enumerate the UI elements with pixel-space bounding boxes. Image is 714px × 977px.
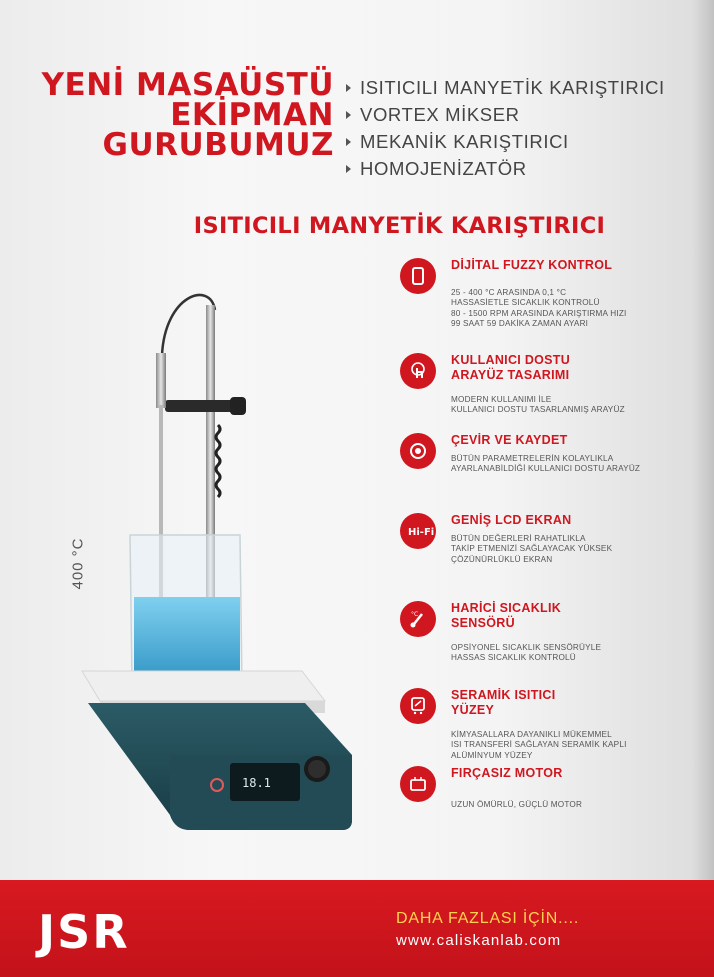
feature-title: ÇEVİR VE KAYDET (451, 433, 568, 447)
section-title: ISITICILI MANYETİK KARIŞTIRICI (193, 213, 606, 239)
feature-description-line: 80 - 1500 RPM ARASINDA KARIŞTIRMA HIZI (451, 308, 627, 318)
arrow-right-icon (346, 165, 351, 173)
svg-text:Hi-Fi: Hi-Fi (408, 527, 435, 538)
feature-description-line: UZUN ÖMÜRLÜ, GÜÇLÜ MOTOR (451, 800, 583, 809)
touch-hand-icon (400, 353, 436, 389)
svg-text:°C: °C (411, 611, 419, 618)
header-title-line: EKİPMAN (170, 97, 334, 133)
product-list-item (346, 101, 665, 128)
footer-banner (0, 880, 714, 977)
product-list-item (346, 74, 665, 101)
feature-description (451, 454, 701, 475)
product-list-label: VORTEX MİKSER (360, 103, 520, 125)
feature-title: HARİCİ SICAKLIK SENSÖRÜ (451, 601, 562, 630)
ceramic-heater-icon (400, 688, 436, 724)
feature-description (451, 643, 701, 664)
temperature-label: 400 °C (69, 537, 87, 590)
product-list-item (346, 128, 665, 155)
digital-display-icon (400, 258, 436, 294)
magnetic-stirrer-illustration (70, 285, 370, 845)
feature-description-line: 25 - 400 °C ARASINDA 0,1 °C (451, 288, 567, 297)
dial-knob-icon (400, 433, 436, 469)
feature-description-line: HASSAS SICAKLIK KONTROLÜ (451, 653, 576, 663)
temperature-sensor-icon (400, 601, 436, 637)
header-title-line: YENİ MASAÜSTÜ (41, 67, 334, 103)
feature-description-line: HASSASİETLE SICAKLIK KONTROLÜ (451, 298, 600, 308)
website-link[interactable]: www.caliskanlab.com (396, 932, 562, 949)
device-display-value: 18.1 (242, 776, 271, 790)
product-list-label: ISITICILI MANYETİK KARIŞTIRICI (360, 76, 665, 98)
product-list-item (346, 155, 665, 182)
arrow-right-icon (346, 111, 351, 119)
feature-description (451, 288, 701, 329)
feature-description-line: TAKİP ETMENİZİ SAĞLAYACAK YÜKSEK (451, 544, 613, 554)
feature-description (451, 730, 701, 761)
feature-title: KULLANICI DOSTU ARAYÜZ TASARIMI (451, 353, 571, 382)
product-list-label: MEKANİK KARIŞTIRICI (360, 130, 569, 152)
product-list-label: HOMOJENİZATÖR (360, 157, 527, 179)
header-title-line: GURUBUMUZ (102, 127, 334, 163)
feature-description (451, 534, 701, 565)
feature-description-line: MODERN KULLANIMI İLE (451, 395, 552, 404)
arrow-right-icon (346, 84, 351, 92)
feature-description-line: ALÜMİNYUM YÜZEY (451, 750, 533, 760)
feature-description-line: ISI TRANSFERİ SAĞLAYAN SERAMİK KAPLI (451, 740, 627, 750)
feature-description-line: AYARLANABİLDİĞİ KULLANICI DOSTU ARAYÜZ (451, 464, 641, 474)
feature-title: GENİŞ LCD EKRAN (451, 513, 572, 527)
brand-logo: JSR (38, 905, 130, 959)
feature-description-line: OPSİYONEL SICAKLIK SENSÖRÜYLE (451, 643, 602, 652)
feature-description (451, 800, 701, 810)
feature-title: DİJİTAL FUZZY KONTROL (451, 258, 613, 272)
footer-cta: DAHA FAZLASI İÇİN.... (396, 910, 580, 927)
feature-title: FIRÇASIZ MOTOR (451, 766, 563, 780)
feature-description (451, 395, 701, 416)
feature-description-line: ÇÖZÜNÜRLÜKLÜ EKRAN (451, 554, 553, 564)
feature-description-line: BÜTÜN PARAMETRELERİN KOLAYLIKLA (451, 454, 614, 463)
motor-icon (400, 766, 436, 802)
hifi-icon (400, 513, 436, 549)
feature-description-line: KULLANICI DOSTU TASARLANMIŞ ARAYÜZ (451, 405, 625, 415)
header-title (41, 67, 334, 163)
feature-description-line: KİMYASALLARA DAYANIKLI MÜKEMMEL (451, 730, 612, 739)
product-list (346, 74, 665, 182)
feature-description-line: BÜTÜN DEĞERLERİ RAHATLIKLA (451, 534, 586, 543)
arrow-right-icon (346, 138, 351, 146)
feature-description-line: 99 SAAT 59 DAKİKA ZAMAN AYARI (451, 318, 589, 328)
feature-title: SERAMİK ISITICI YÜZEY (451, 688, 556, 717)
